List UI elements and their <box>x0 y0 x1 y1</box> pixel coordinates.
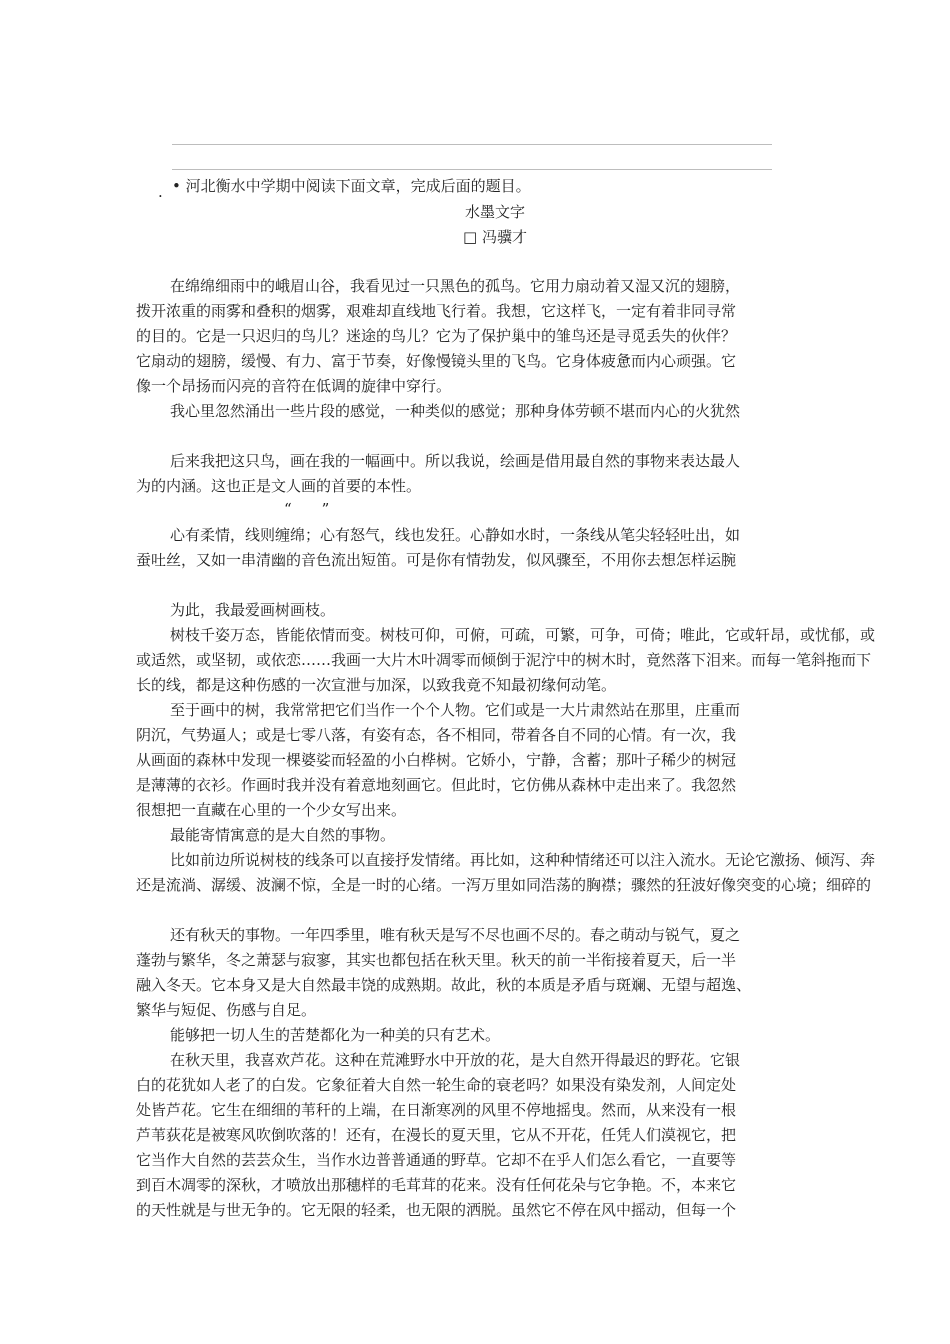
text-line: 后来我把这只鸟，画在我的一幅画中。所以我说，绘画是借用最自然的事物来表达最人 <box>170 452 741 470</box>
quote-marks: “ ” <box>284 500 330 518</box>
top-rule-2 <box>172 169 772 170</box>
text-line: 心有柔情，线则缠绵；心有怒气，线也发狂。心静如水时，一条线从笔尖轻轻吐出，如 <box>170 526 741 544</box>
text-line: 树枝千姿万态，皆能依情而变。树枝可仰，可俯，可疏，可繁，可争，可倚；唯此，它或轩昂，或忧郁，或 <box>170 626 876 644</box>
text-line: 比如前边所说树枝的线条可以直接抒发情绪。再比如，这种种情绪还可以注入流水。无论它激扬、倾泻、奔 <box>170 851 876 869</box>
text-line: 它当作大自然的芸芸众生，当作水边普普通通的野草。它却不在乎人们怎么看它，一直要等 <box>136 1151 737 1169</box>
text-line: 拨开浓重的雨雾和叠积的烟雾，艰难却直线地飞行着。我想，它这样飞，一定有着非同寻常 <box>136 302 737 320</box>
top-rule-1 <box>172 144 772 145</box>
text-line: 它扇动的翅膀，缓慢、有力、富于节奏，好像慢镜头里的飞鸟。它身体疲惫而内心顽强。它 <box>136 352 737 370</box>
bullet-dot: . <box>158 183 163 201</box>
text-line: 的天性就是与世无争的。它无限的轻柔，也无限的洒脱。虽然它不停在风中摇动，但每一个 <box>136 1201 737 1219</box>
text-line: 融入冬天。它本身又是大自然最丰饶的成熟期。故此，秋的本质是矛盾与斑斓、无望与超逸、 <box>136 976 752 994</box>
text-line: 长的线，都是这种伤感的一次宣泄与加深，以致我竟不知最初缘何动笔。 <box>136 676 617 694</box>
text-line: 能够把一切人生的苦楚都化为一种美的只有艺术。 <box>170 1026 501 1044</box>
intro-text: • 河北衡水中学期中阅读下面文章，完成后面的题目。 <box>172 177 531 195</box>
text-line: 芦苇荻花是被寒风吹倒吹落的！还有，在漫长的夏天里，它从不开花，任凭人们漠视它，把 <box>136 1126 737 1144</box>
article-author: □ 冯骥才 <box>463 228 527 246</box>
text-line: 在绵绵细雨中的峨眉山谷，我看见过一只黑色的孤鸟。它用力扇动着又湿又沉的翅膀， <box>170 277 741 295</box>
text-line: 到百木凋零的深秋，才喷放出那穗样的毛茸茸的花来。没有任何花朵与它争艳。不，本来它 <box>136 1176 737 1194</box>
text-line: 至于画中的树，我常常把它们当作一个个人物。它们或是一大片肃然站在那里，庄重而 <box>170 701 741 719</box>
text-line: 蚕吐丝，又如一串清幽的音色流出短笛。可是你有情勃发，似风骤至，不用你去想怎样运腕 <box>136 551 737 569</box>
text-line: 繁华与短促、伤感与自足。 <box>136 1001 317 1019</box>
text-line: 是薄薄的衣衫。作画时我并没有着意地刻画它。但此时，它仿佛从森林中走出来了。我忽然 <box>136 776 737 794</box>
text-line: 蓬勃与繁华，冬之萧瑟与寂寥，其实也都包括在秋天里。秋天的前一半衔接着夏天，后一半 <box>136 951 737 969</box>
article-title: 水墨文字 <box>464 203 525 221</box>
text-line: 或适然，或坚韧，或依恋……我画一大片木叶凋零而倾倒于泥泞中的树木时，竟然落下泪来。而每一笔斜拖而下 <box>136 651 872 669</box>
text-line: 还是流淌、潺缓、波澜不惊，全是一时的心绪。一泻万里如同浩荡的胸襟；骤然的狂波好像突变的心境；细碎的 <box>136 876 872 894</box>
text-line: 为的内涵。这也正是文人画的首要的本性。 <box>136 477 422 495</box>
text-line: 为此，我最爱画树画枝。 <box>170 601 336 619</box>
text-line: 的目的。它是一只迟归的鸟儿？迷途的鸟儿？它为了保护巢中的雏鸟还是寻觅丢失的伙伴？ <box>136 327 737 345</box>
text-line: 白的花犹如人老了的白发。它象征着大自然一轮生命的衰老吗？如果没有染发剂，人间定处 <box>136 1076 737 1094</box>
text-line: 很想把一直藏在心里的一个少女写出来。 <box>136 801 407 819</box>
text-line: 阴沉，气势逼人；或是七零八落，有姿有态，各不相同，带着各自不同的心情。有一次，我 <box>136 726 737 744</box>
text-line: 从画面的森林中发现一棵婆娑而轻盈的小白桦树。它娇小，宁静，含蓄；那叶子稀少的树冠 <box>136 751 737 769</box>
text-line: 最能寄情寓意的是大自然的事物。 <box>170 826 396 844</box>
text-line: 我心里忽然涌出一些片段的感觉，一种类似的感觉；那种身体劳顿不堪而内心的火犹然 <box>170 402 741 420</box>
text-line: 处皆芦花。它生在细细的苇秆的上端，在日渐寒冽的风里不停地摇曳。然而，从来没有一根 <box>136 1101 737 1119</box>
text-line: 还有秋天的事物。一年四季里，唯有秋天是写不尽也画不尽的。春之萌动与锐气，夏之 <box>170 926 741 944</box>
text-line: 像一个昂扬而闪亮的音符在低调的旋律中穿行。 <box>136 377 452 395</box>
text-line: 在秋天里，我喜欢芦花。这种在荒滩野水中开放的花，是大自然开得最迟的野花。它银 <box>170 1051 741 1069</box>
